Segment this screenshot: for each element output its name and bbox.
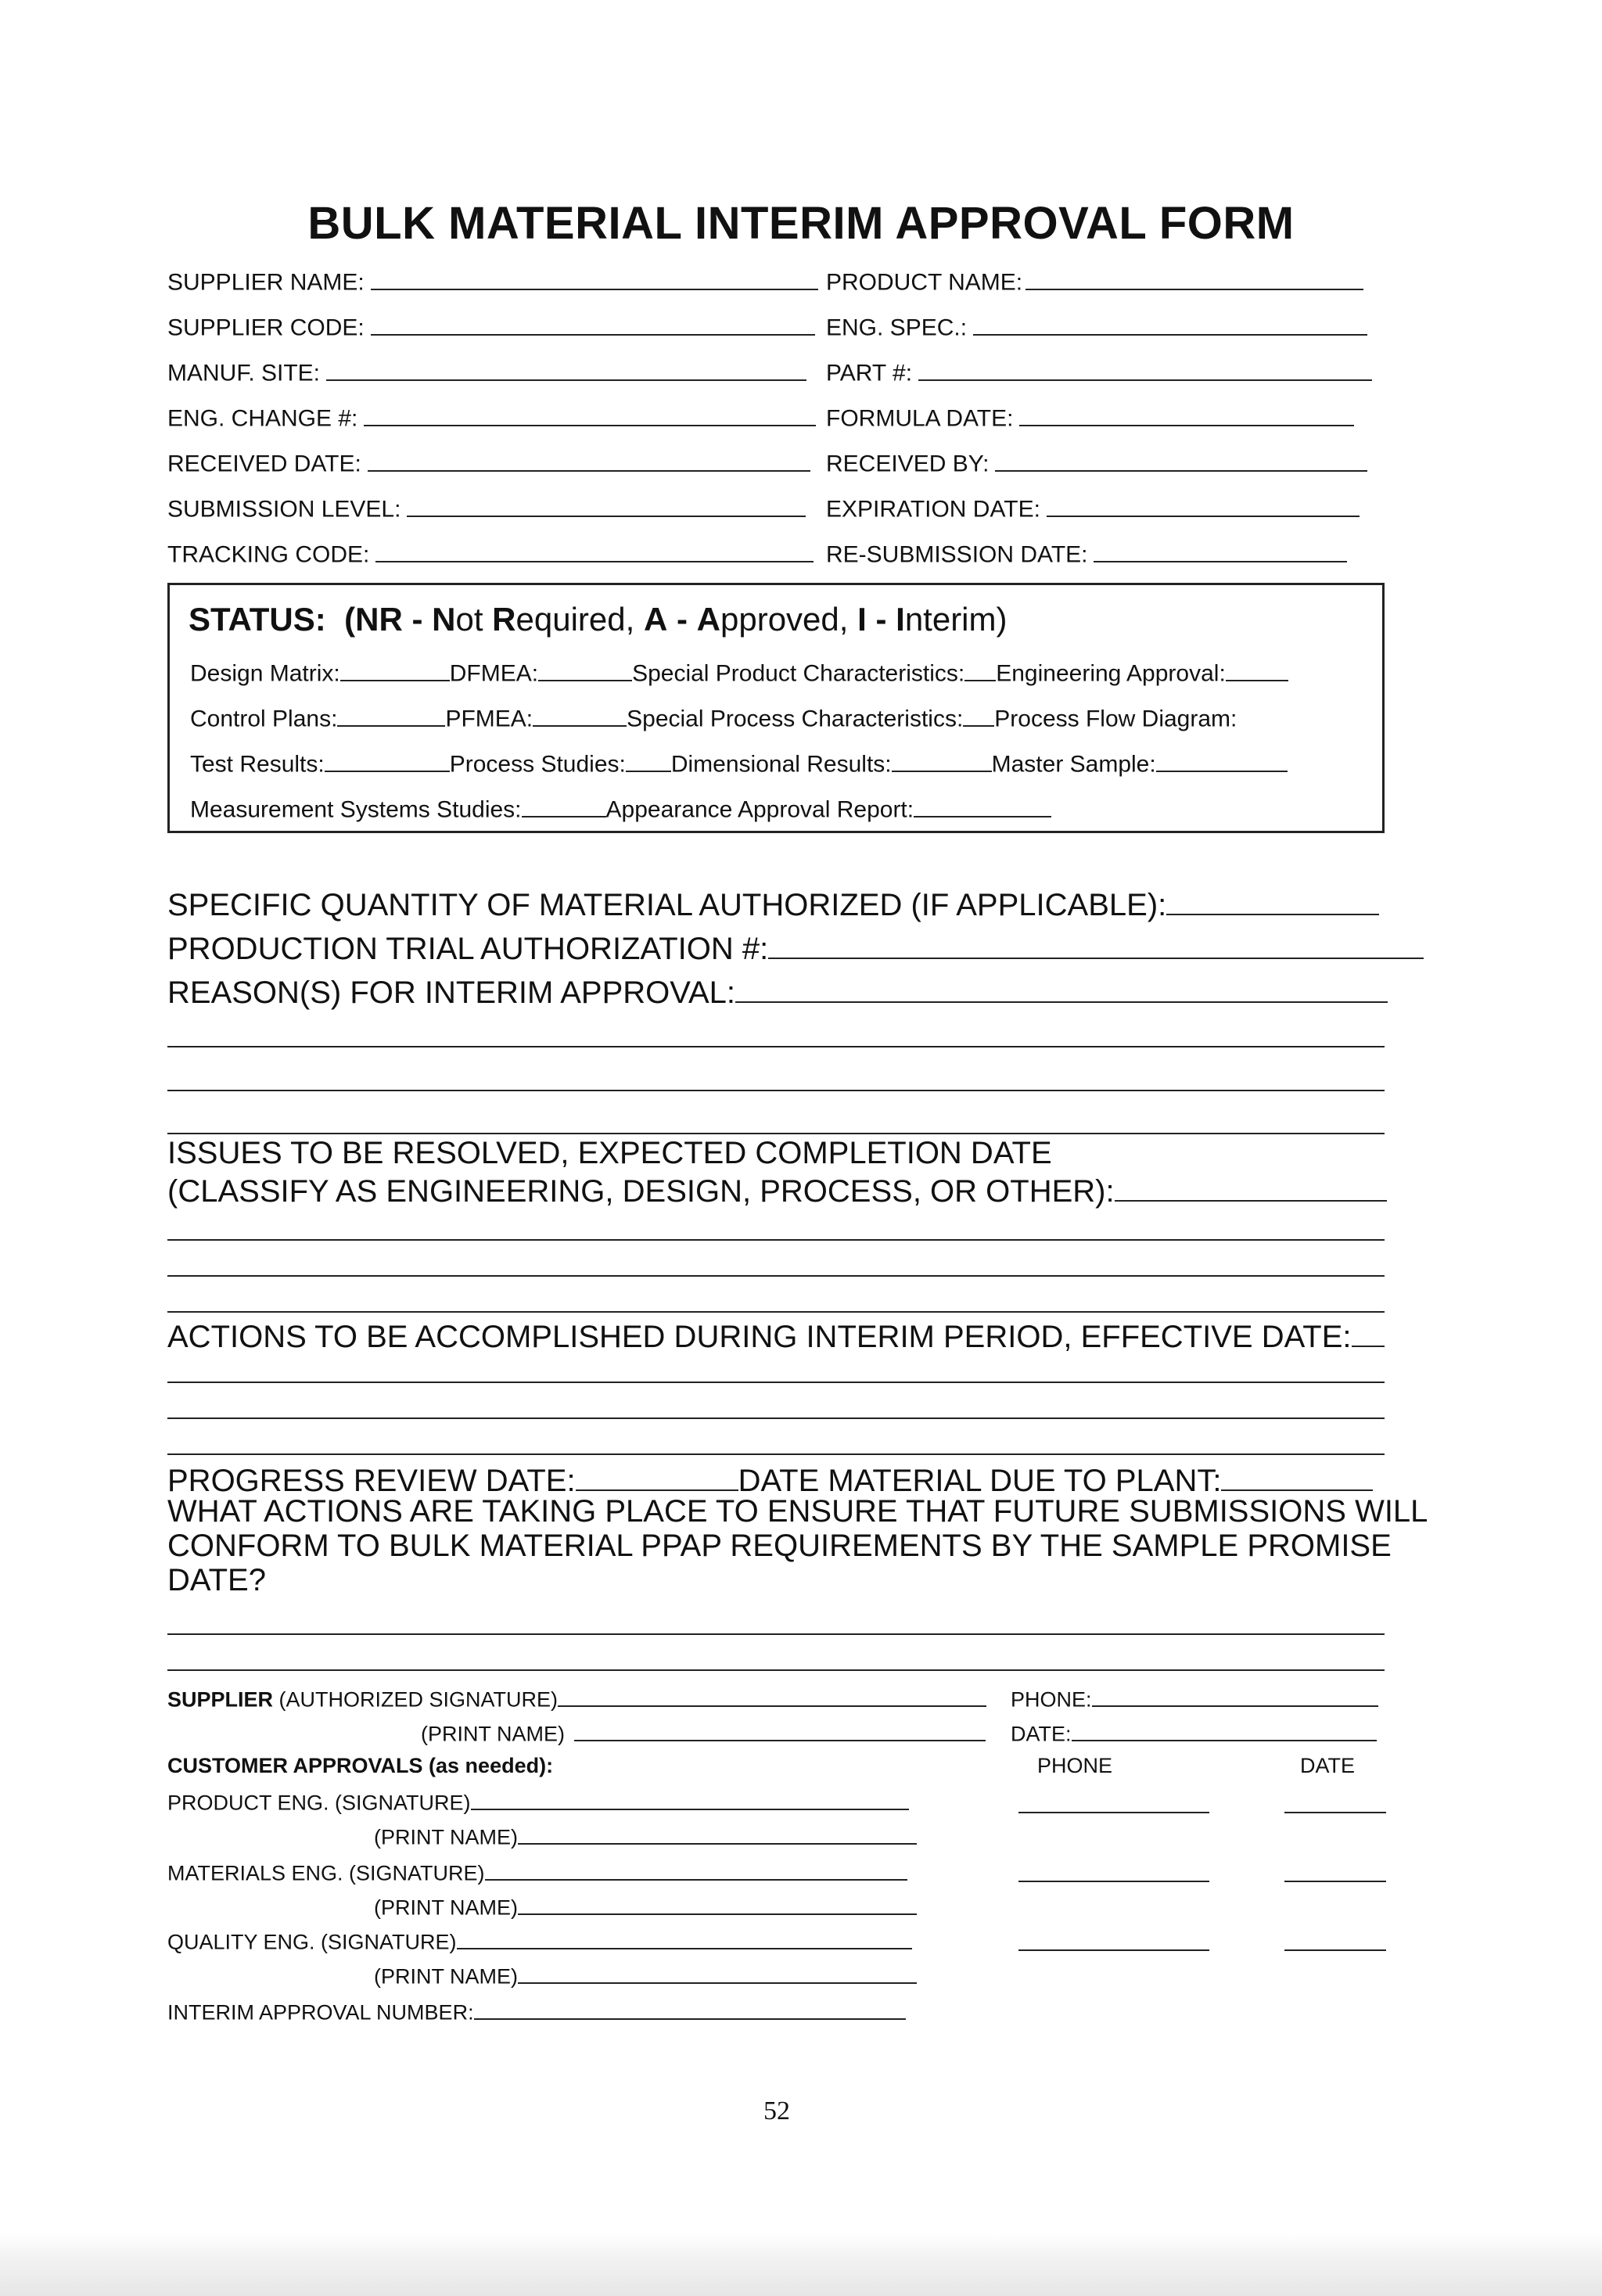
manuf-site-field[interactable] bbox=[167, 357, 806, 387]
eng-change-label: ENG. CHANGE #: bbox=[167, 405, 358, 432]
formula-date-label: FORMULA DATE: bbox=[826, 405, 1014, 432]
status-r-initial: R bbox=[492, 601, 516, 638]
received-by-field[interactable] bbox=[826, 447, 1367, 478]
submission-level-line bbox=[407, 493, 806, 517]
what-actions-line-2: CONFORM TO BULK MATERIAL PPAP REQUIREMENTS BY THE SAMPLE PROMISE bbox=[167, 1529, 1392, 1563]
materials-eng-signature-line bbox=[485, 1859, 907, 1881]
product-name-line bbox=[1025, 266, 1363, 290]
issues-line-3[interactable] bbox=[167, 1275, 1385, 1277]
what-actions-line-1: WHAT ACTIONS ARE TAKING PLACE TO ENSURE THAT FUTURE SUBMISSIONS WILL bbox=[167, 1494, 1428, 1529]
actions-line bbox=[1352, 1316, 1385, 1347]
product-name-field[interactable] bbox=[826, 266, 1363, 296]
interim-approval-number-field[interactable] bbox=[167, 1998, 906, 2025]
resubmission-date-field[interactable] bbox=[826, 538, 1347, 569]
dimensional-results-label: Dimensional Results: bbox=[670, 751, 892, 778]
production-trial-line bbox=[768, 928, 1424, 959]
supplier-signature-line bbox=[558, 1685, 986, 1707]
engineering-approval-line[interactable] bbox=[1226, 657, 1288, 681]
part-number-line bbox=[918, 357, 1372, 381]
status-heading bbox=[189, 601, 1008, 638]
quality-eng-date-line[interactable] bbox=[1284, 1949, 1386, 1951]
specific-quantity-label: SPECIFIC QUANTITY OF MATERIAL AUTHORIZED (IF APPLICABLE): bbox=[167, 888, 1167, 922]
master-sample-label: Master Sample: bbox=[991, 751, 1156, 778]
supplier-print-name-label: (PRINT NAME) bbox=[421, 1722, 566, 1746]
resubmission-date-label: RE-SUBMISSION DATE: bbox=[826, 541, 1088, 568]
status-box bbox=[167, 583, 1385, 833]
product-eng-print-field[interactable] bbox=[374, 1823, 917, 1850]
status-row-4 bbox=[190, 793, 1051, 824]
interim-approval-number-label: INTERIM APPROVAL NUMBER: bbox=[167, 2000, 474, 2025]
product-eng-signature-field[interactable] bbox=[167, 1788, 909, 1816]
issues-heading-2: (CLASSIFY AS ENGINEERING, DESIGN, PROCESS, OR OTHER): bbox=[167, 1174, 1115, 1209]
design-matrix-label: Design Matrix: bbox=[190, 660, 340, 687]
quality-eng-label: QUALITY ENG. (SIGNATURE) bbox=[167, 1930, 457, 1954]
reasons-line-4[interactable] bbox=[167, 1133, 1385, 1134]
supplier-bold-label: SUPPLIER bbox=[167, 1687, 274, 1712]
progress-review-line bbox=[576, 1460, 738, 1491]
pfmea-line[interactable] bbox=[533, 702, 627, 727]
what-actions-answer-line-1[interactable] bbox=[167, 1633, 1385, 1635]
date-column-header: DATE bbox=[1300, 1754, 1356, 1777]
progress-review-field[interactable] bbox=[167, 1460, 1373, 1499]
materials-eng-date-line[interactable] bbox=[1284, 1881, 1386, 1882]
actions-line-3[interactable] bbox=[167, 1417, 1385, 1419]
msa-label: Measurement Systems Studies: bbox=[190, 796, 522, 823]
aar-label: Appearance Approval Report: bbox=[605, 796, 914, 823]
resubmission-date-line bbox=[1094, 538, 1347, 562]
status-equired: equired, bbox=[515, 601, 644, 638]
quality-eng-print-field[interactable] bbox=[374, 1962, 917, 1989]
what-actions-answer-line-2[interactable] bbox=[167, 1669, 1385, 1671]
issues-field[interactable] bbox=[167, 1170, 1387, 1209]
eng-change-line bbox=[364, 402, 816, 426]
status-row-3 bbox=[190, 748, 1288, 778]
actions-label: ACTIONS TO BE ACCOMPLISHED DURING INTERIM PERIOD, EFFECTIVE DATE: bbox=[167, 1320, 1352, 1354]
status-i: I bbox=[857, 601, 867, 638]
status-a: A bbox=[643, 601, 668, 638]
status-i-initial: I bbox=[896, 601, 905, 638]
supplier-name-line bbox=[371, 266, 818, 290]
actions-line-4[interactable] bbox=[167, 1453, 1385, 1455]
msa-line[interactable] bbox=[522, 793, 606, 817]
received-by-line bbox=[995, 447, 1367, 472]
supplier-phone-field[interactable] bbox=[1011, 1685, 1378, 1712]
materials-eng-print-label: (PRINT NAME) bbox=[374, 1895, 519, 1920]
product-eng-phone-line[interactable] bbox=[1018, 1812, 1209, 1813]
status-label: STATUS: bbox=[189, 601, 326, 638]
actions-field[interactable] bbox=[167, 1316, 1385, 1355]
issues-heading-1: ISSUES TO BE RESOLVED, EXPECTED COMPLETION DATE bbox=[167, 1136, 1052, 1170]
pfmea-label: PFMEA: bbox=[445, 706, 533, 732]
status-pproved: pproved, bbox=[720, 601, 858, 638]
supplier-date-line bbox=[1072, 1719, 1377, 1741]
special-process-char-line[interactable] bbox=[963, 702, 994, 727]
eng-spec-field[interactable] bbox=[826, 311, 1367, 342]
tracking-code-field[interactable] bbox=[167, 538, 814, 569]
formula-date-line bbox=[1019, 402, 1354, 426]
reasons-line bbox=[735, 972, 1388, 1003]
product-eng-print-line bbox=[518, 1823, 917, 1845]
status-a-initial: A bbox=[696, 601, 720, 638]
aar-line[interactable] bbox=[914, 793, 1051, 817]
materials-eng-print-line bbox=[518, 1893, 917, 1915]
status-row-2 bbox=[190, 702, 1237, 733]
page-number: 52 bbox=[763, 2097, 790, 2125]
supplier-print-name-field[interactable] bbox=[421, 1719, 986, 1747]
form-title: BULK MATERIAL INTERIM APPROVAL FORM bbox=[307, 198, 1295, 249]
product-eng-signature-line bbox=[471, 1788, 909, 1810]
status-open-paren: ( bbox=[344, 601, 356, 638]
supplier-code-label: SUPPLIER CODE: bbox=[167, 314, 365, 341]
specific-quantity-field[interactable] bbox=[167, 884, 1379, 923]
status-nr: NR bbox=[355, 601, 403, 638]
manuf-site-label: MANUF. SITE: bbox=[167, 360, 321, 386]
dimensional-results-line[interactable] bbox=[892, 748, 992, 772]
part-number-label: PART #: bbox=[826, 360, 913, 386]
quality-eng-print-label: (PRINT NAME) bbox=[374, 1964, 519, 1989]
product-eng-date-line[interactable] bbox=[1284, 1812, 1386, 1813]
quality-eng-signature-field[interactable] bbox=[167, 1928, 912, 1955]
special-process-char-label: Special Process Characteristics: bbox=[627, 706, 964, 732]
manuf-site-line bbox=[326, 357, 806, 381]
date-material-due-label: DATE MATERIAL DUE TO PLANT: bbox=[738, 1464, 1222, 1498]
expiration-date-line bbox=[1047, 493, 1360, 517]
issues-line-2[interactable] bbox=[167, 1239, 1385, 1241]
quality-eng-phone-line[interactable] bbox=[1018, 1949, 1209, 1951]
received-date-label: RECEIVED DATE: bbox=[167, 451, 361, 477]
status-row-1 bbox=[190, 657, 1288, 688]
eng-change-field[interactable] bbox=[167, 402, 816, 433]
product-name-label: PRODUCT NAME: bbox=[826, 269, 1023, 296]
expiration-date-label: EXPIRATION DATE: bbox=[826, 496, 1040, 523]
master-sample-line[interactable] bbox=[1156, 748, 1288, 772]
test-results-line[interactable] bbox=[325, 748, 450, 772]
status-dash-1: - bbox=[411, 601, 423, 638]
supplier-phone-line bbox=[1092, 1685, 1378, 1707]
product-eng-label: PRODUCT ENG. (SIGNATURE) bbox=[167, 1791, 471, 1815]
interim-approval-number-line bbox=[474, 1998, 906, 2020]
specific-quantity-line bbox=[1166, 884, 1379, 915]
engineering-approval-label: Engineering Approval: bbox=[996, 660, 1226, 687]
process-studies-label: Process Studies: bbox=[449, 751, 626, 778]
formula-date-field[interactable] bbox=[826, 402, 1354, 433]
customer-approvals-heading: CUSTOMER APPROVALS (as needed): bbox=[167, 1754, 554, 1777]
actions-line-2[interactable] bbox=[167, 1382, 1385, 1383]
reasons-line-2[interactable] bbox=[167, 1046, 1385, 1047]
product-eng-print-label: (PRINT NAME) bbox=[374, 1825, 519, 1849]
eng-spec-label: ENG. SPEC.: bbox=[826, 314, 968, 341]
supplier-print-name-line bbox=[574, 1719, 986, 1741]
tracking-code-line bbox=[375, 538, 814, 562]
date-material-due-line bbox=[1221, 1460, 1373, 1491]
status-dash-2: - bbox=[676, 601, 688, 638]
issues-line bbox=[1115, 1170, 1387, 1202]
supplier-signature-field[interactable] bbox=[167, 1685, 986, 1712]
reasons-field[interactable] bbox=[167, 972, 1388, 1011]
materials-eng-label: MATERIALS ENG. (SIGNATURE) bbox=[167, 1861, 485, 1885]
received-date-line bbox=[368, 447, 810, 472]
dfmea-label: DFMEA: bbox=[449, 660, 539, 687]
supplier-phone-label: PHONE: bbox=[1011, 1687, 1092, 1712]
eng-spec-line bbox=[973, 311, 1367, 336]
control-plans-line[interactable] bbox=[337, 702, 445, 727]
special-product-char-label: Special Product Characteristics: bbox=[632, 660, 965, 687]
expiration-date-field[interactable] bbox=[826, 493, 1360, 523]
supplier-date-field[interactable] bbox=[1011, 1719, 1377, 1747]
submission-level-field[interactable] bbox=[167, 493, 806, 523]
scan-edge-shading bbox=[0, 2233, 1602, 2296]
quality-eng-print-line bbox=[518, 1962, 917, 1984]
status-dash-3: - bbox=[875, 601, 887, 638]
reasons-label: REASON(S) FOR INTERIM APPROVAL: bbox=[167, 976, 736, 1010]
supplier-code-field[interactable] bbox=[167, 311, 815, 342]
control-plans-label: Control Plans: bbox=[190, 706, 338, 732]
quality-eng-signature-line bbox=[457, 1928, 912, 1949]
dfmea-line[interactable] bbox=[538, 657, 632, 681]
phone-column-header: PHONE bbox=[1037, 1754, 1113, 1777]
production-trial-field[interactable] bbox=[167, 928, 1424, 967]
supplier-code-line bbox=[371, 311, 815, 336]
status-ot: ot bbox=[455, 601, 493, 638]
supplier-signature-label: (AUTHORIZED SIGNATURE) bbox=[273, 1687, 559, 1712]
tracking-code-label: TRACKING CODE: bbox=[167, 541, 370, 568]
special-product-char-line[interactable] bbox=[964, 657, 996, 681]
received-date-field[interactable] bbox=[167, 447, 810, 478]
materials-eng-signature-field[interactable] bbox=[167, 1859, 907, 1886]
design-matrix-line[interactable] bbox=[340, 657, 450, 681]
materials-eng-phone-line[interactable] bbox=[1018, 1881, 1209, 1882]
test-results-label: Test Results: bbox=[190, 751, 325, 778]
issues-line-4[interactable] bbox=[167, 1311, 1385, 1313]
supplier-name-field[interactable] bbox=[167, 266, 818, 296]
received-by-label: RECEIVED BY: bbox=[826, 451, 990, 477]
submission-level-label: SUBMISSION LEVEL: bbox=[167, 496, 401, 523]
process-flow-diagram-label: Process Flow Diagram: bbox=[994, 706, 1237, 732]
status-nterim: nterim) bbox=[904, 601, 1008, 638]
status-n-initial: N bbox=[432, 601, 456, 638]
production-trial-label: PRODUCTION TRIAL AUTHORIZATION #: bbox=[167, 932, 769, 966]
supplier-date-label: DATE: bbox=[1011, 1722, 1072, 1746]
reasons-line-3[interactable] bbox=[167, 1090, 1385, 1091]
materials-eng-print-field[interactable] bbox=[374, 1893, 917, 1921]
progress-review-label: PROGRESS REVIEW DATE: bbox=[167, 1464, 576, 1498]
part-number-field[interactable] bbox=[826, 357, 1372, 387]
process-studies-line[interactable] bbox=[626, 748, 671, 772]
what-actions-line-3: DATE? bbox=[167, 1563, 266, 1597]
supplier-name-label: SUPPLIER NAME: bbox=[167, 269, 365, 296]
